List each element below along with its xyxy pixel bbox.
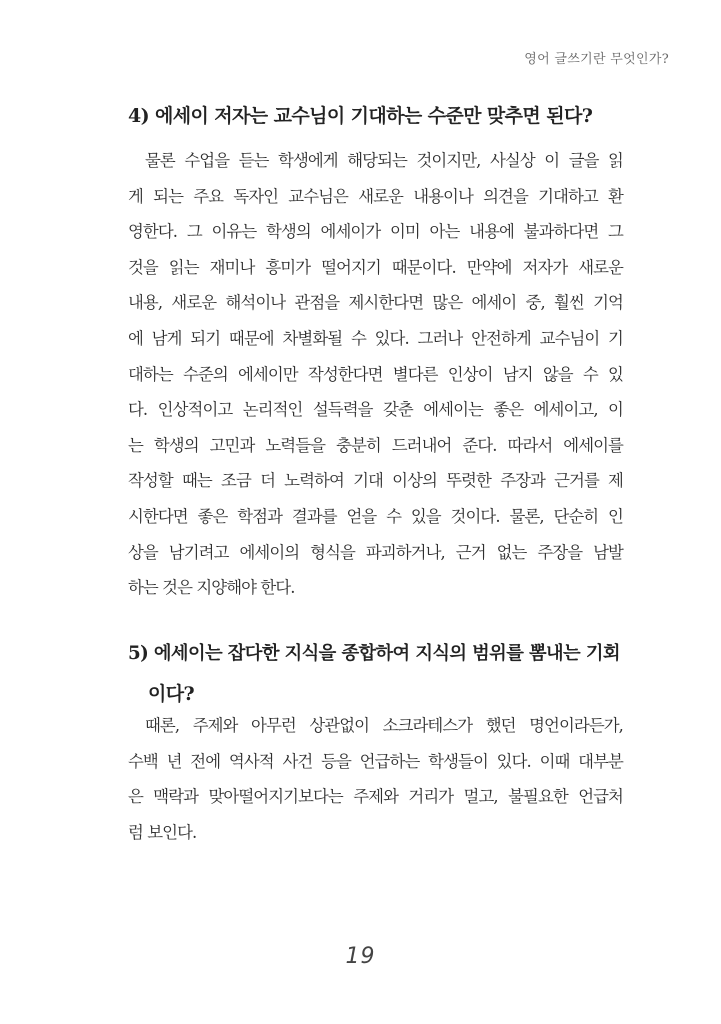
paragraph-line: 때론, 주제와 아무런 상관없이 소크라테스가 했던 명언이라든가,	[145, 716, 623, 735]
paragraph-line: 하는 것은 지양해야 한다.	[128, 578, 295, 598]
heading-line: 5) 에세이는 잡다한 지식을 종합하여 지식의 범위를 뽐내는 기회	[128, 643, 620, 664]
page-number: 19	[345, 944, 376, 969]
section-paragraph-4	[128, 143, 623, 606]
section-heading-4	[128, 96, 623, 136]
paragraph-line: 시한다면 좋은 학점과 결과를 얻을 수 있을 것이다. 물론, 단순히 인	[128, 506, 623, 526]
paragraph-line: 는 학생의 고민과 노력들을 충분히 드러내어 준다. 따라서 에세이를	[128, 435, 623, 455]
paragraph-line: 상을 남기려고 에세이의 형식을 파괴하거나, 근거 없는 주장을 남발	[128, 542, 623, 562]
heading-line: 4) 에세이 저자는 교수님이 기대하는 수준만 맞추면 된다?	[128, 105, 593, 127]
section-heading-5	[128, 634, 623, 714]
paragraph-line: 럼 보인다.	[128, 822, 197, 842]
paragraph-line: 영한다. 그 이유는 학생의 에세이가 이미 아는 내용에 불과하다면 그	[128, 222, 623, 242]
paragraph-line: 에 남게 되기 때문에 차별화될 수 있다. 그러나 안전하게 교수님이 기	[128, 328, 623, 348]
heading-line: 이다?	[148, 683, 195, 705]
paragraph-line: 게 되는 주요 독자인 교수님은 새로운 내용이나 의견을 기대하고 환	[128, 186, 623, 206]
paragraph-line: 대하는 수준의 에세이만 작성한다면 별다른 인상이 남지 않을 수 있	[128, 364, 623, 384]
paragraph-line: 것을 읽는 재미나 흥미가 떨어지기 때문이다. 만약에 저자가 새로운	[128, 257, 623, 277]
paragraph-line: 다. 인상적이고 논리적인 설득력을 갖춘 에세이는 좋은 에세이고, 이	[128, 400, 623, 420]
paragraph-line: 작성할 때는 조금 더 노력하여 기대 이상의 뚜렷한 주장과 근거를 제	[128, 471, 623, 491]
paragraph-line: 은 맥락과 맞아떨어지기보다는 주제와 거리가 멀고, 불필요한 언급처	[128, 787, 623, 807]
paragraph-line: 수백 년 전에 역사적 사건 등을 언급하는 학생들이 있다. 이때 대부분	[128, 751, 623, 771]
paragraph-line: 내용, 새로운 해석이나 관점을 제시한다면 많은 에세이 중, 훨씬 기억	[128, 293, 623, 313]
paragraph-line: 물론 수업을 듣는 학생에게 해당되는 것이지만, 사실상 이 글을 읽	[145, 151, 623, 170]
running-header: 영어 글쓰기란 무엇인가?	[524, 52, 669, 67]
section-paragraph-5	[128, 708, 623, 850]
